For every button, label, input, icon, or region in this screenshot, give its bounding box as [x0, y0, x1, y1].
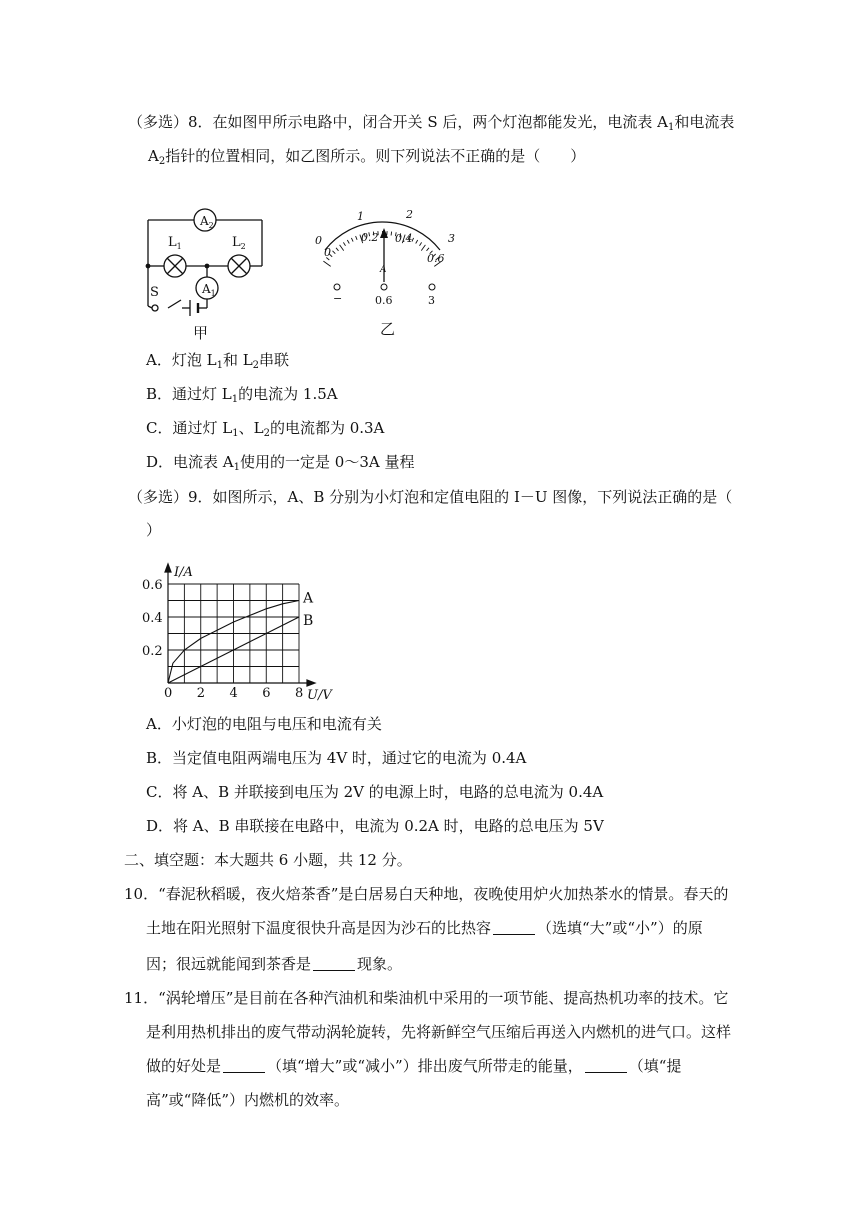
q10-line2: 土地在阳光照射下温度很快升高是因为沙石的比热容 （选填“大”或“小”）的原	[146, 919, 703, 937]
terminal-label-3: 3	[428, 294, 435, 307]
x-tick-label: 6	[262, 686, 271, 701]
dial-tick	[323, 261, 330, 266]
q8-option-d[interactable]: D．电流表 $A_1$使用的一定是 0～3A 量程	[146, 453, 415, 473]
q11-line4: 高”或“降低”）内燃机的效率。	[146, 1091, 350, 1109]
dial-tick	[333, 251, 336, 254]
q8-option-c[interactable]: C．通过灯 $L_1$、$L_2$的电流都为 0.3A	[146, 419, 385, 439]
dial-tick	[421, 245, 425, 251]
q8-option-b[interactable]: B．通过灯 $L_1$的电流为 1.5A	[146, 385, 338, 405]
series-a-label: A	[303, 590, 314, 607]
q11-line3: 做的好处是 （填“增大”或“减小”）排出废气所带走的能量， （填“提	[146, 1057, 682, 1075]
q9-stem-line1: （多选）9．如图所示，A、B 分别为小灯泡和定值电阻的 I－U 图像，下列说法正确的是（	[128, 488, 733, 506]
dial-tick	[427, 248, 430, 251]
q8-stem-line2: $A_2$指针的位置相同，如乙图所示。则下列说法不正确的是（ ）	[148, 147, 586, 167]
circuit-diagram-jia	[130, 200, 280, 350]
dial-tick	[347, 240, 349, 244]
dial-outer-3: 3	[448, 232, 455, 245]
q8-option-a[interactable]: A．灯泡 $L_1$和 $L_2$串联	[146, 351, 290, 371]
y-tick-label: 0.2	[142, 644, 163, 659]
series-b-label: B	[303, 613, 314, 629]
a2-label: $A_2$	[200, 214, 214, 230]
q9-option-b[interactable]: B．当定值电阻两端电压为 4V 时，通过它的电流为 0.4A	[146, 749, 527, 767]
dial-inner-2: 0.4	[395, 232, 413, 245]
q9-option-a[interactable]: A．小灯泡的电阻与电压和电流有关	[146, 715, 382, 733]
q10-line3: 因；很远就能闻到茶香是 现象。	[146, 955, 403, 973]
x-tick-label: 0	[164, 686, 173, 701]
q8-stem-line1: （多选）8．在如图甲所示电路中，闭合开关 S 后，两个灯泡都能发光，电流表 $A_1$和电流表	[128, 113, 735, 133]
terminal-3-icon	[429, 284, 435, 290]
x-tick-label: 4	[229, 686, 238, 701]
q9-stem-line2: ）	[146, 521, 162, 539]
fig-yi-caption: 乙	[380, 320, 396, 338]
dial-tick	[356, 236, 358, 240]
q10-blank-1[interactable]	[493, 920, 535, 935]
l1-label: $L_1$	[168, 235, 182, 251]
dial-outer-0: 0	[315, 234, 322, 247]
dial-tick	[343, 242, 345, 245]
q11-line2: 是利用热机排出的废气带动涡轮旋转，先将新鲜空气压缩后再送入内燃机的进气口。这样	[146, 1023, 732, 1041]
dial-outer-2: 2	[406, 208, 413, 221]
dial-tick	[336, 248, 339, 251]
fig-jia-caption: 甲	[193, 324, 209, 342]
x-axis-label: U/V	[307, 688, 332, 702]
terminal-06-icon	[381, 284, 387, 290]
q11-line1: 11．“涡轮增压”是目前在各种汽油机和柴油机中采用的一项节能、提高热机功率的技术。它	[124, 989, 729, 1007]
switch-contact-icon	[152, 305, 158, 311]
dial-tick	[351, 238, 353, 242]
terminal-negative-icon	[334, 284, 340, 290]
q10-blank-2[interactable]	[313, 956, 355, 971]
terminal-label-06: 0.6	[375, 294, 393, 307]
terminal-label-neg: −	[333, 292, 343, 305]
q9-option-d[interactable]: D．将 A、B 串联接在电路中，电流为 0.2A 时，电路的总电压为 5V	[146, 817, 604, 835]
dial-tick	[416, 240, 418, 244]
section-2-title: 二、填空题：本大题共 6 小题，共 12 分。	[124, 851, 412, 869]
dial-inner-0: 0	[324, 246, 331, 259]
y-axis-arrow	[165, 564, 171, 572]
l2-label: $L_2$	[232, 235, 246, 251]
dial-tick	[420, 242, 422, 245]
q11-blank-1[interactable]	[223, 1058, 265, 1073]
y-tick-label: 0.4	[142, 611, 163, 626]
q10-line1: 10．“春泥秋稻暖，夜火焙茶香”是白居易白天种地，夜晚使用炉火加热茶水的情景。春天的	[124, 885, 729, 903]
x-tick-label: 2	[196, 686, 206, 701]
ammeter-dial-yi	[300, 200, 470, 340]
q11-blank-2[interactable]	[585, 1058, 627, 1073]
dial-unit-label: A	[380, 265, 387, 275]
a1-label: $A_1$	[202, 282, 216, 298]
q9-option-c[interactable]: C．将 A、B 并联接到电压为 2V 的电源上时，电路的总电流为 0.4A	[146, 783, 604, 801]
dial-tick	[391, 232, 392, 236]
y-tick-label: 0.6	[142, 578, 163, 593]
y-axis-label: I/A	[174, 565, 193, 580]
x-axis-arrow	[307, 680, 315, 686]
dial-inner-1: 0.2	[361, 231, 379, 244]
iu-chart	[140, 550, 350, 702]
x-tick-label: 8	[295, 686, 304, 701]
dial-inner-3: 0.6	[427, 252, 445, 265]
switch-s-label: S	[150, 285, 159, 300]
dial-outer-1: 1	[357, 210, 364, 223]
dial-tick	[340, 245, 344, 251]
